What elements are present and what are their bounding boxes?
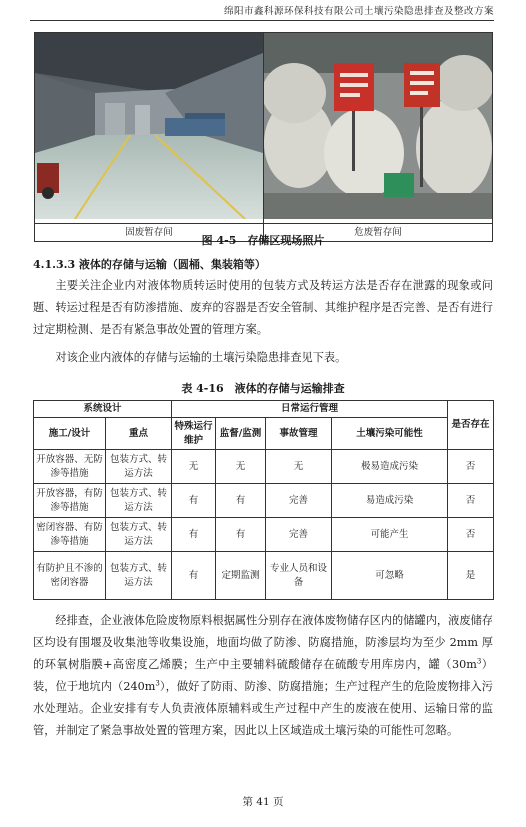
cell-accident-mgmt: 完善 [266, 518, 332, 552]
cell-monitoring: 定期监测 [216, 552, 266, 600]
cell-key-point: 包装方式、转运方法 [106, 552, 172, 600]
cell-construction: 密闭容器、有防渗等措施 [34, 518, 106, 552]
cell-key-point: 包装方式、转运方法 [106, 518, 172, 552]
table-row [34, 450, 494, 484]
section-title: 4.1.3.3 液体的存储与运输（圆桶、集装箱等） [33, 258, 266, 271]
header-possibility: 土壤污染可能性 [332, 418, 448, 450]
cell-exists: 是 [448, 552, 494, 600]
cell-exists: 否 [448, 518, 494, 552]
bags-photo [264, 33, 492, 219]
photo-caption-right: 危废暂存间 [264, 224, 493, 242]
cell-special-maint: 无 [172, 450, 216, 484]
intro-paragraph: 主要关注企业内对液体物质转运时使用的包装方式及转运方法是否存在泄露的现象或问题、转运过程是否有防渗措施、废弃的容器是否安全管制、其维护程序是否完善、是否有进行过定期检测、是否有紧急事故处置的管理方案。 [33, 279, 493, 336]
table-title: 表 4-16 液体的存储与运输排查 [181, 382, 345, 395]
cell-possibility: 易造成污染 [332, 484, 448, 518]
table-row [34, 552, 494, 600]
conclusion-paragraph [33, 610, 493, 742]
cell-exists: 否 [448, 484, 494, 518]
cell-possibility: 极易造成污染 [332, 450, 448, 484]
photo-caption-left: 固废暂存间 [35, 224, 264, 242]
cell-special-maint: 有 [172, 552, 216, 600]
warehouse-photo [35, 33, 263, 219]
conclusion-text-2: ）装，位于地坑内（240m [33, 658, 493, 693]
header-monitoring: 监督/监测 [216, 418, 266, 450]
photo-hazardous-waste-storage [264, 33, 493, 224]
cell-key-point: 包装方式、转运方法 [106, 484, 172, 518]
cell-accident-mgmt: 完善 [266, 484, 332, 518]
table-row [34, 518, 494, 552]
page-header: 绵阳市鑫科源环保科技有限公司土壤污染隐患排查及整改方案 [30, 4, 494, 21]
header-key-point: 重点 [106, 418, 172, 450]
header-special-maint: 特殊运行维护 [172, 418, 216, 450]
page-number: 第 41 页 [242, 796, 284, 808]
cell-exists: 否 [448, 450, 494, 484]
intro-paragraph-2: 对该企业内液体的存储与运输的土壤污染隐患排查见下表。 [55, 351, 347, 364]
photo-grid [34, 32, 493, 242]
group-header-design: 系统设计 [34, 401, 172, 418]
cell-construction: 开放容器，有防渗等措施 [34, 484, 106, 518]
group-header-ops: 日常运行管理 [172, 401, 448, 418]
cell-special-maint: 有 [172, 484, 216, 518]
header-construction: 施工/设计 [34, 418, 106, 450]
cell-monitoring: 无 [216, 450, 266, 484]
cell-construction: 开放容器、无防渗等措施 [34, 450, 106, 484]
superscript-3: 3 [155, 679, 160, 688]
superscript-3: 3 [476, 657, 482, 666]
conclusion-text-1: 经排查，企业液体危险废物原料根据属性分别存在液体废物储存区内的储罐内，液废储存区均设有围堰及收集池等收集设施，地面均做了防渗、防腐措施，防渗层均为至少 2mm 厚的环氧树脂膜+高密度乙烯膜；生产中主要辅料硫酸储存在硫酸专用库房内，罐（30m [33, 614, 493, 671]
conclusion-text-3: ），做好了防雨、防渗、防腐措施；生产过程产生的危险废物排入污水处理站。企业安排有专人负责液体原辅料或生产过程中产生的废液在使用、运输日常的监管，并制定了紧急事故处置的管理方案，因此以上区域造成土壤污染的可能性可忽略。 [33, 680, 493, 737]
cell-possibility: 可忽略 [332, 552, 448, 600]
table-row [34, 484, 494, 518]
cell-accident-mgmt: 专业人员和设备 [266, 552, 332, 600]
photo-solid-waste-storage [35, 33, 264, 224]
cell-special-maint: 有 [172, 518, 216, 552]
header-accident-mgmt: 事故管理 [266, 418, 332, 450]
cell-key-point: 包装方式、转运方法 [106, 450, 172, 484]
cell-accident-mgmt: 无 [266, 450, 332, 484]
cell-monitoring: 有 [216, 518, 266, 552]
liquid-storage-table [33, 400, 494, 600]
cell-possibility: 可能产生 [332, 518, 448, 552]
figure-title: 图 4-5 存储区现场照片 [201, 234, 325, 247]
header-exists: 是否存在 [448, 401, 494, 450]
cell-construction: 有防护且不渗的密闭容器 [34, 552, 106, 600]
cell-monitoring: 有 [216, 484, 266, 518]
